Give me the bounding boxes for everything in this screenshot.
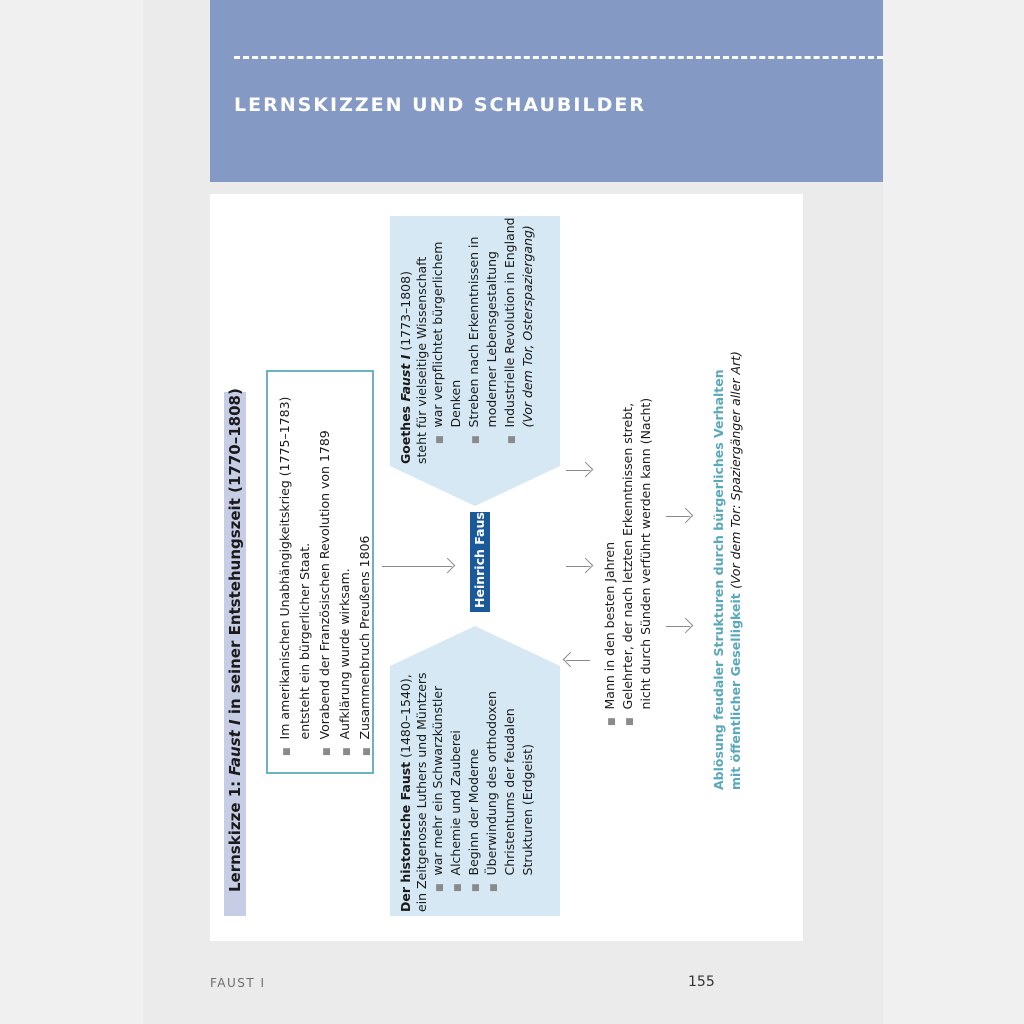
list-item: ■Gelehrter, der nach letzten Erkenntnissen strebt, bbox=[620, 402, 635, 726]
list-item: ■Aufklärung wurde wirksam. bbox=[337, 568, 352, 756]
list-item: Christentums der feudalen bbox=[502, 708, 517, 876]
historical-faust-text bbox=[398, 672, 538, 912]
sketch-canvas bbox=[210, 194, 803, 941]
historical-faust-box-point bbox=[390, 626, 560, 666]
list-item: moderner Lebensgestaltung bbox=[484, 251, 499, 428]
list-item: ■Zusammenbruch Preußens 1806 bbox=[357, 535, 372, 756]
list-item: nicht durch Sünden verführt werden kann (Nacht) bbox=[638, 397, 653, 710]
list-item: Strukturen (Erdgeist) bbox=[520, 744, 535, 876]
sketch-title: Lernskizze 1: Faust I in seiner Entstehungszeit (1770–1808) bbox=[226, 388, 244, 892]
list-item: ■Überwindung des orthodoxen bbox=[484, 691, 499, 892]
goethe-subheading: steht für vielseitige Wissenschaft bbox=[414, 256, 429, 464]
mann-text bbox=[602, 398, 656, 726]
goethe-faust-text bbox=[398, 217, 538, 464]
list-item: Denken bbox=[448, 379, 463, 428]
arrow-goethe-to-mann bbox=[566, 470, 590, 471]
goethe-heading: Goethes Faust I (1773–1808) bbox=[398, 271, 413, 464]
arrow-mann-to-result-upper bbox=[666, 516, 690, 517]
context-list bbox=[276, 397, 376, 756]
historical-heading: Der historische Faust (1480–1540), bbox=[398, 674, 413, 912]
list-item: ■Vorabend der Französischen Revolution von 1789 bbox=[317, 430, 332, 756]
list-item: ■Industrielle Revolution in England bbox=[502, 217, 517, 444]
result-line-2: mit öffentlicher Geselligkeit (Vor dem Tor: Spaziergänger aller Art) bbox=[728, 351, 743, 790]
list-item: ■Im amerikanischen Unabhängigkeitskrieg (1775–1783) bbox=[277, 396, 292, 756]
footer-book-title: FAUST I bbox=[210, 976, 266, 990]
heinrich-faust-label: Heinrich Faust bbox=[472, 506, 487, 608]
result-line-1: Ablösung feudaler Strukturen durch bürgerliches Verhalten bbox=[711, 369, 726, 790]
list-item: ■Mann in den besten Jahren bbox=[602, 541, 617, 726]
list-item: ■war mehr ein Schwarzkünstler bbox=[430, 685, 445, 892]
list-item: ■Streben nach Erkenntnissen in bbox=[466, 236, 481, 444]
list-item: ■Alchemie und Zauberei bbox=[448, 730, 463, 892]
arrow-context-to-faust bbox=[382, 566, 452, 567]
chapter-header bbox=[210, 0, 883, 182]
list-item: entsteht ein bürgerlicher Staat. bbox=[297, 542, 312, 740]
arrow-mann-to-historical bbox=[566, 660, 590, 661]
header-dashed-rule bbox=[234, 56, 883, 59]
arrow-mann-to-result-lower bbox=[666, 626, 690, 627]
list-item: ■war verpflichtet bürgerlichem bbox=[430, 241, 445, 444]
result-text bbox=[710, 351, 744, 790]
list-item: ■Beginn der Moderne bbox=[466, 748, 481, 892]
list-item: (Vor dem Tor, Osterspaziergang) bbox=[520, 225, 535, 428]
arrow-faust-to-mann bbox=[566, 566, 590, 567]
chapter-title: LERNSKIZZEN UND SCHAUBILDER bbox=[234, 94, 646, 116]
historical-subheading: ein Zeitgenosse Luthers und Müntzers bbox=[414, 672, 429, 912]
page-number: 155 bbox=[688, 974, 715, 990]
goethe-faust-box-point bbox=[390, 466, 560, 506]
